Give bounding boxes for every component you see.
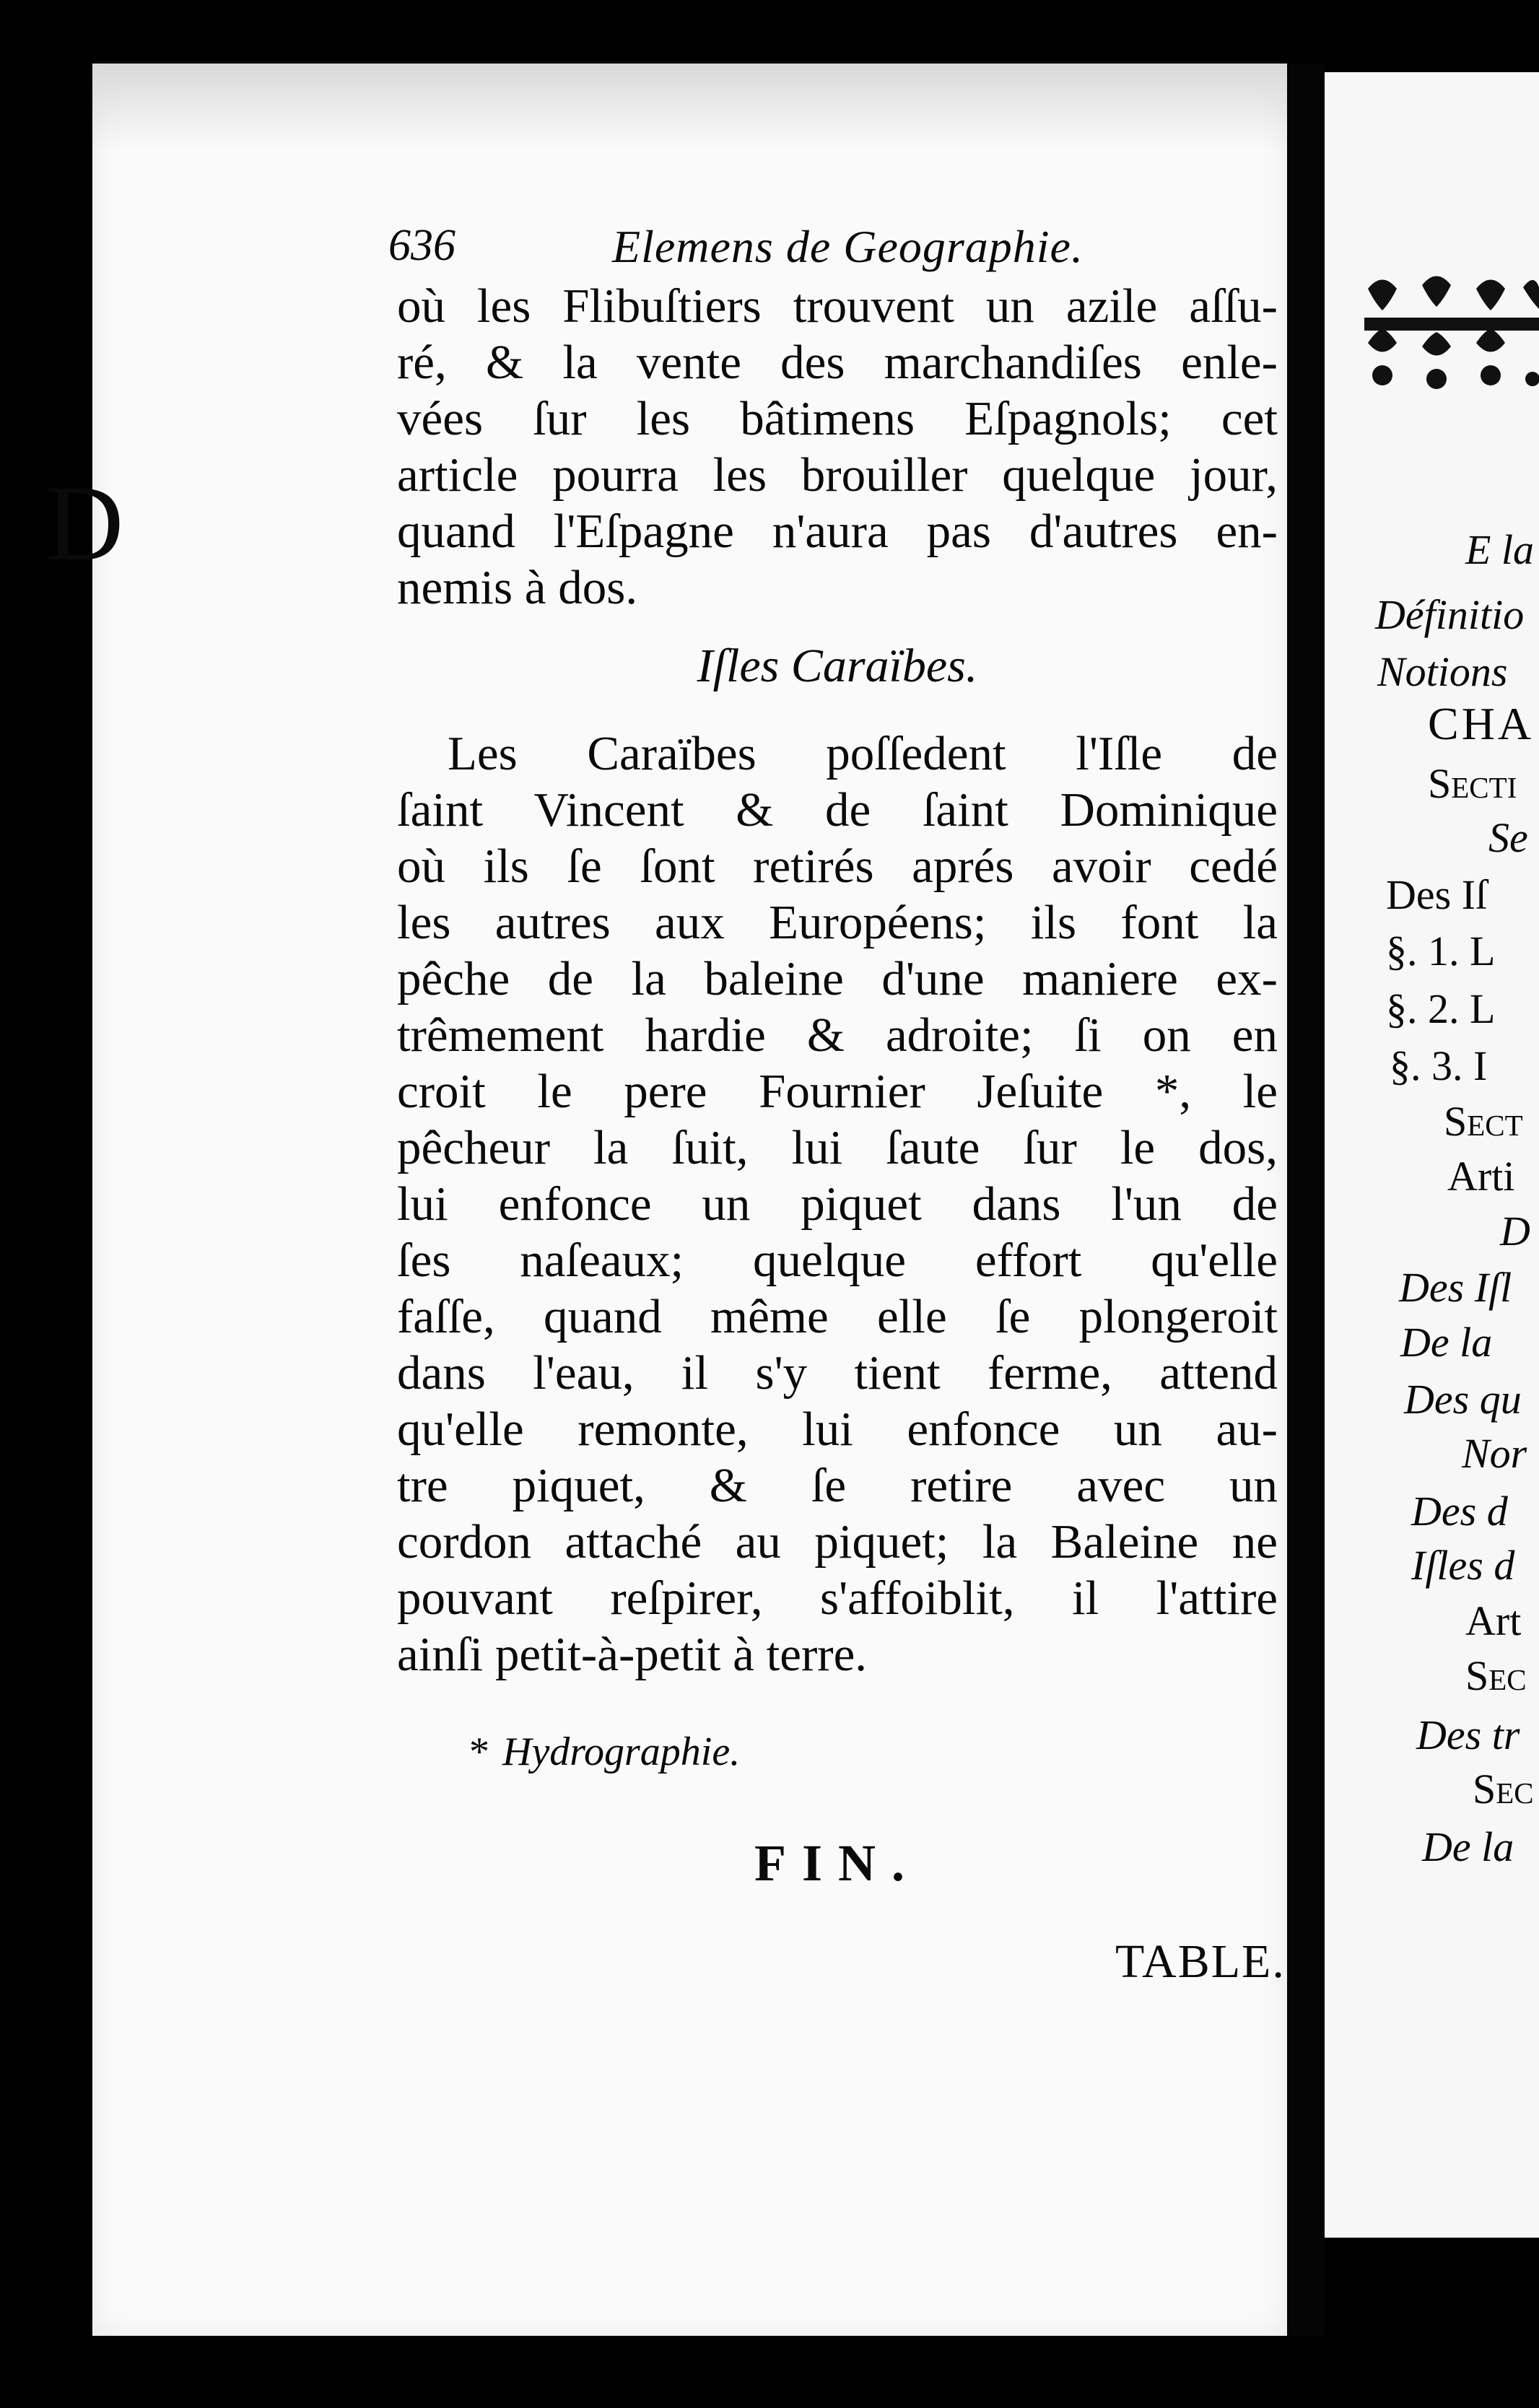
text-line: qu'elle remonte, lui enfonce un au- <box>397 1403 1278 1456</box>
toc-fragment: De la <box>1400 1319 1493 1366</box>
running-title: Elemens de Geographie. <box>612 221 1084 272</box>
drop-cap: D <box>45 463 124 583</box>
text-line: croit le pere Fournier Jeſuite *, le <box>397 1065 1278 1118</box>
toc-fragment: Des qu <box>1404 1376 1522 1423</box>
section-heading: Iſles Caraïbes. <box>697 640 978 692</box>
footnote-text: Hydrographie. <box>502 1729 741 1774</box>
toc-fragment: CHA <box>1428 698 1535 749</box>
paragraph-continued <box>397 278 1278 616</box>
text-line: lui enfonce un piquet dans l'un de <box>397 1177 1278 1231</box>
text-line: dans l'eau, il s'y tient ferme, attend <box>397 1346 1278 1400</box>
text-line: faſſe, quand même elle ſe plongeroit <box>397 1290 1278 1343</box>
text-line: ſaint Vincent & de ſaint Dominique <box>397 783 1278 837</box>
text-line: pêche de la baleine d'une maniere ex- <box>397 952 1278 1005</box>
toc-fragment: Sec <box>1465 1652 1527 1699</box>
toc-fragment: Notions <box>1377 648 1508 695</box>
text-line: pêcheur la ſuit, lui ſaute ſur le dos, <box>397 1121 1278 1174</box>
toc-fragment: §. 1. L <box>1386 928 1496 974</box>
toc-fragment: Art <box>1465 1597 1522 1644</box>
toc-fragment: §. 3. I <box>1390 1042 1488 1089</box>
catchword: TABLE. <box>1115 1935 1286 1988</box>
text-line: tre piquet, & ſe retire avec un <box>397 1459 1278 1512</box>
text-line: ainſi petit-à-petit à terre. <box>397 1628 868 1681</box>
page-number: 636 <box>388 221 455 270</box>
printer-ornament-icon <box>1361 274 1539 397</box>
toc-fragment: De la <box>1422 1823 1514 1870</box>
text-line: cordon attaché au piquet; la Baleine ne <box>397 1515 1278 1569</box>
toc-fragment: Secti <box>1428 760 1517 807</box>
toc-fragment: Des Iſl <box>1399 1264 1512 1311</box>
text-line: article pourra les brouiller quelque jour, <box>397 448 1278 502</box>
toc-fragment: Sec <box>1473 1766 1534 1812</box>
toc-fragment: Arti <box>1447 1153 1515 1200</box>
text-line: Les Caraïbes poſſedent l'Iſle de <box>448 727 1278 780</box>
toc-fragment: D <box>1500 1208 1530 1255</box>
text-line: vées ſur les bâtimens Eſpagnols; cet <box>397 392 1278 445</box>
toc-fragment: §. 2. L <box>1386 985 1496 1032</box>
end-mark: FIN. <box>754 1834 920 1892</box>
paragraph-caraibes <box>397 725 1278 1683</box>
toc-fragment: Iſles d <box>1411 1542 1515 1589</box>
running-head <box>388 220 1270 278</box>
toc-fragment: Nor <box>1462 1430 1527 1477</box>
text-line: où ils ſe ſont retirés aprés avoir cedé <box>397 839 1278 893</box>
book-gutter <box>1287 64 1325 2336</box>
toc-fragment: Des Iſ <box>1386 871 1488 918</box>
footnote-mark: * <box>469 1729 489 1774</box>
toc-fragment: Définitio <box>1375 591 1525 638</box>
text-line: ré, & la vente des marchandiſes enle- <box>397 336 1278 389</box>
text-line: quand l'Eſpagne n'aura pas d'autres en- <box>397 505 1278 558</box>
toc-fragment: Des tr <box>1416 1711 1520 1758</box>
text-line: les autres aux Européens; ils font la <box>397 896 1278 949</box>
text-line: nemis à dos. <box>397 561 638 614</box>
text-line: où les Flibuſtiers trouvent un azile aſſu- <box>397 279 1278 333</box>
toc-fragment: E la <box>1465 526 1535 573</box>
text-line: trêmement hardie & adroite; ſi on en <box>397 1008 1278 1062</box>
toc-fragment: Des d <box>1411 1488 1508 1535</box>
footnote <box>469 1729 740 1775</box>
text-line: ſes naſeaux; quelque effort qu'elle <box>397 1234 1278 1287</box>
text-line: pouvant reſpirer, s'affoiblit, il l'attire <box>397 1571 1278 1625</box>
toc-fragment: Sect <box>1444 1098 1523 1145</box>
toc-fragment: Se <box>1488 814 1528 861</box>
